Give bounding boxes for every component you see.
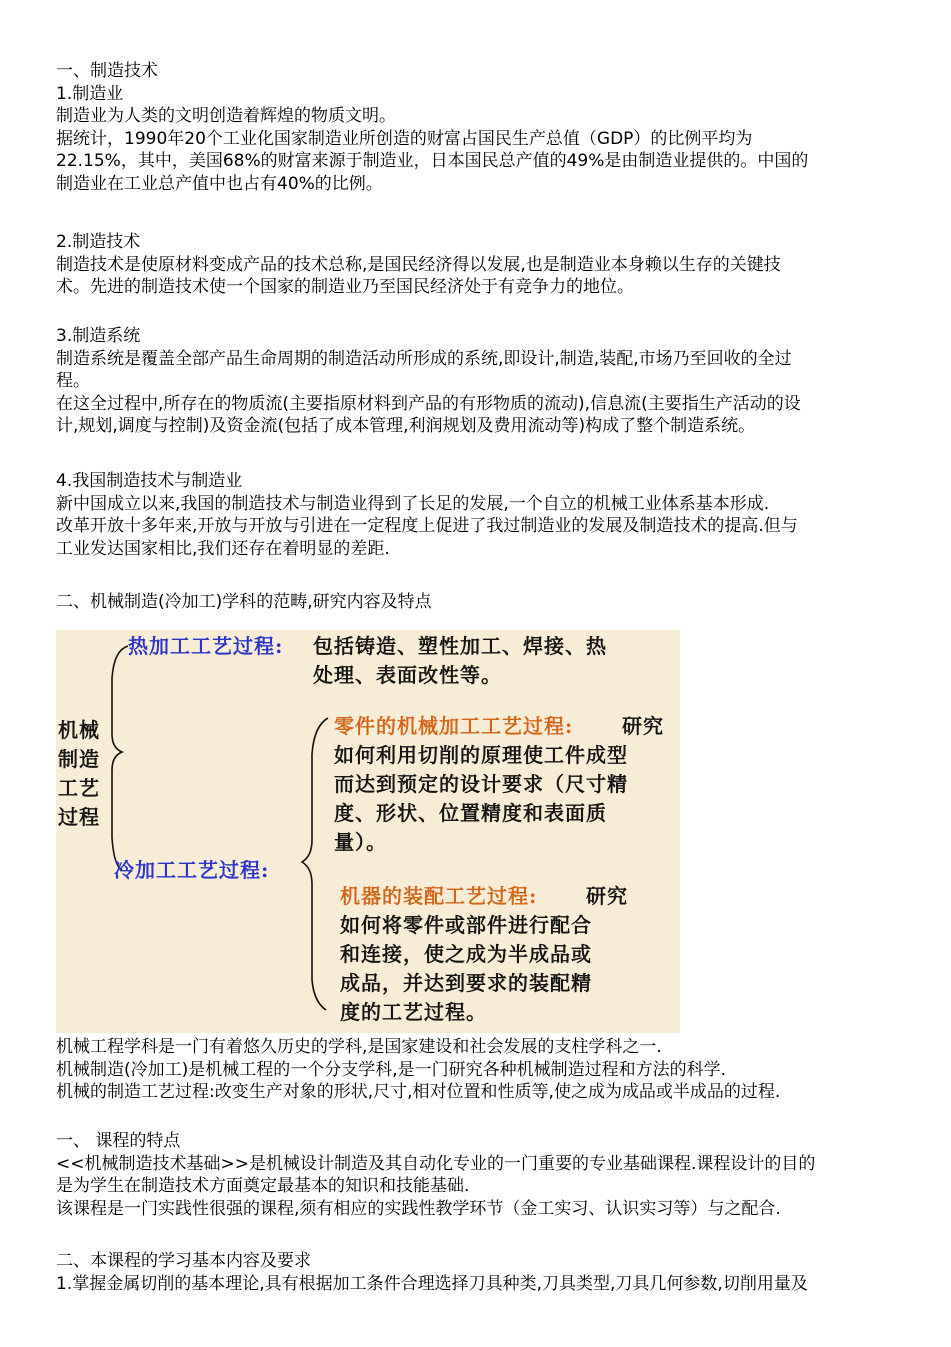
subsection-china-manufacturing — [56, 470, 896, 560]
paragraph: 改革开放十多年来,开放与开放与引进在一定程度上促进了我过制造业的发展及制造技术的提高.但与 工业发达国家相比,我们还存在着明显的差距. — [56, 516, 798, 559]
paragraph: 该课程是一门实践性很强的课程,须有相应的实践性教学环节（金工实习、认识实习等）与之配合. — [56, 1198, 781, 1219]
section-course-content — [56, 1250, 896, 1295]
subsection-title: 3.制造系统 — [56, 326, 141, 346]
assembly-process-description: 如何将零件或部件进行配合 和连接，使之成为半成品或 成品，并达到要求的装配精 度的工艺过程。 — [340, 913, 592, 1024]
paragraph: 制造系统是覆盖全部产品生命周期的制造活动所形成的系统,即设计,制造,装配,市场乃至回收的全过 程。 — [56, 348, 792, 391]
subsection-manufacturing-system — [56, 325, 896, 438]
process-classification-diagram — [56, 630, 680, 1033]
subsection-title: 2.制造技术 — [56, 232, 141, 252]
section-heading: 二、本课程的学习基本内容及要求 — [56, 1251, 311, 1271]
part-machining-desc-lead: 研究 — [622, 714, 664, 738]
section-course-features — [56, 1130, 896, 1220]
part-machining-label: 零件的机械加工工艺过程: — [334, 714, 574, 738]
paragraph: 新中国成立以来,我国的制造技术与制造业得到了长足的发展,一个自立的机械工业体系基本形成. — [56, 493, 770, 514]
discipline-definition — [56, 1036, 896, 1104]
paragraph: 制造技术是使原材料变成产品的技术总称,是国民经济得以发展,也是制造业本身赖以生存的关键技 术。先进的制造技术使一个国家的制造业乃至国民经济处于有竞争力的地位。 — [56, 254, 781, 297]
paragraph: 机械的制造工艺过程:改变生产对象的形状,尺寸,相对位置和性质等,使之成为成品或半成品的过程. — [56, 1082, 781, 1102]
paragraph: 在这全过程中,所存在的物质流(主要指原材料到产品的有形物质的流动),信息流(主要指生产活动的设 计,规划,调度与控制)及资金流(包括了成本管理,利润规划及费用流动等)构成了整个制造系统。 — [56, 393, 801, 436]
main-brace — [112, 646, 128, 870]
paragraph: 机械工程学科是一门有着悠久历史的学科,是国家建设和社会发展的支柱学科之一. — [56, 1037, 662, 1057]
paragraph: 据统计，1990年20个工业化国家制造业所创造的财富占国民生产总值（GDP）的比例平均为 22.15%，其中，美国68%的财富来源于制造业，日本国民总产值的49%是由制造业提供的。中国的 制造业在工业总产值中也占有40%的比例。 — [56, 128, 809, 194]
section-heading: 一、 课程的特点 — [56, 1131, 181, 1151]
section-manufacturing-tech — [56, 60, 896, 195]
assembly-process-label: 机器的装配工艺过程: — [340, 884, 538, 908]
section-heading: 二、机械制造(冷加工)学科的范畴,研究内容及特点 — [56, 592, 432, 612]
assembly-process-desc-lead: 研究 — [586, 884, 628, 908]
paragraph: 机械制造(冷加工)是机械工程的一个分支学科,是一门研究各种机械制造过程和方法的科学. — [56, 1059, 727, 1080]
paragraph: 1.掌握金属切削的基本理论,具有根据加工条件合理选择刀具种类,刀具类型,刀具几何参数,切削用量及 — [56, 1273, 808, 1294]
paragraph: 制造业为人类的文明创造着辉煌的物质文明。 — [56, 106, 396, 126]
paragraph: <<机械制造技术基础>>是机械设计制造及其自动化专业的一门重要的专业基础课程.课程设计的目的 是为学生在制造技术方面奠定最基本的知识和技能基础. — [56, 1153, 816, 1196]
subsection-title: 1.制造业 — [56, 83, 124, 104]
hot-process-description: 包括铸造、塑性加工、焊接、热 处理、表面改性等。 — [313, 634, 607, 687]
subsection-manufacturing-technology — [56, 231, 896, 299]
part-machining-description: 如何利用切削的原理使工件成型 而达到预定的设计要求（尺寸精 度、形状、位置精度和表面质 量）。 — [334, 743, 628, 854]
cold-brace — [302, 718, 328, 1010]
hot-process-label: 热加工工艺过程: — [128, 634, 284, 658]
section-discipline-scope — [56, 591, 896, 614]
section-heading: 一、制造技术 — [56, 61, 158, 81]
root-label: 机械 制造 工艺 过程 — [58, 718, 100, 829]
cold-process-label: 冷加工工艺过程: — [114, 858, 270, 882]
subsection-title: 4.我国制造技术与制造业 — [56, 471, 243, 491]
